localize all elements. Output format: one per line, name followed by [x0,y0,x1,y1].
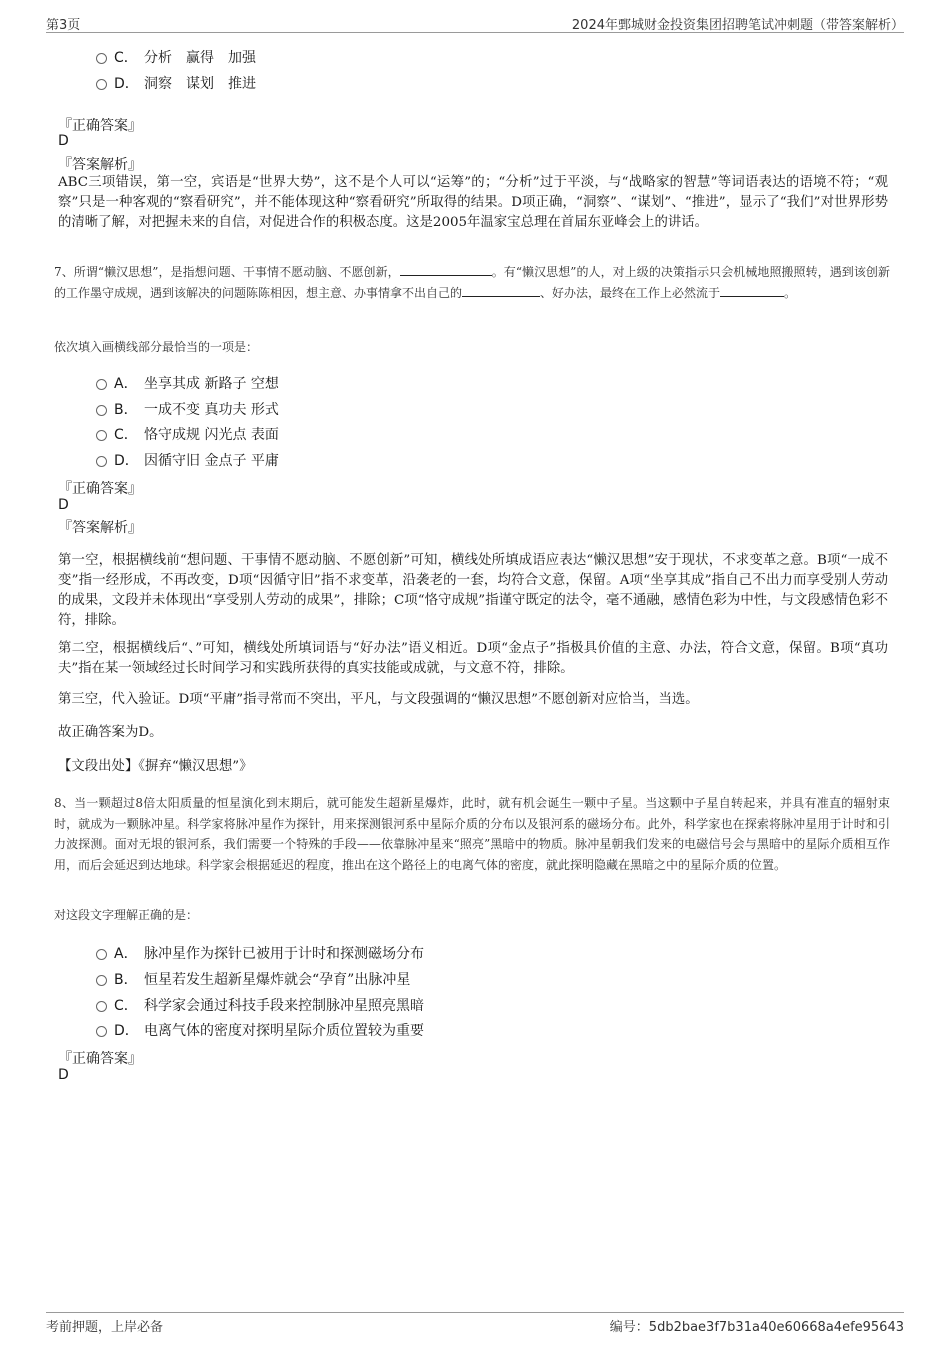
blank-3 [720,284,784,297]
q7-prompt: 依次填入画横线部分最恰当的一项是： [54,340,259,354]
option-letter: A． [114,376,138,392]
q7-analysis-paragraph-1: 第一空，根据横线前“想问题、干事情不愿动脑、不愿创新”可知，横线处所填成语应表达“懒汉思想”安于现状，不求变革之意。B项“一成不变”指一经形成，不再改变，D项“因循守旧”指不求变革，沿袭老的一套，均符合文意，保留。A项“坐享其成”指自己不出力而享受别人劳动的成果，文段并未体现出“享受别人劳动的成果”，排除；C项“恪守成规”指谨守既定的法令，毫不通融，感情色彩为中性，与文段感情色彩不符，排除。 [58,553,888,628]
document-id: 编号：5db2bae3f7b31a40e60668a4efe95643 [609,1320,904,1335]
page-header [46,14,904,33]
q6-answer: D [58,133,69,149]
q7-answer-label: 『正确答案』 [58,481,142,497]
page-footer [46,1312,904,1335]
q7-analysis-paragraph-3: 第三空，代入验证。D项“平庸”指寻常而不突出，平凡，与文段强调的“懒汉思想”不愿创新对应恰当，当选。 [58,692,699,707]
q8-prompt: 对这段文字理解正确的是： [54,908,199,922]
radio-icon[interactable] [96,53,107,64]
radio-icon[interactable] [96,1026,107,1037]
option-letter: A． [114,946,138,962]
radio-icon[interactable] [96,456,107,467]
q7-analysis-label: 『答案解析』 [58,520,142,536]
radio-icon[interactable] [96,379,107,390]
option-text: 恪守成规 闪光点 表面 [144,427,279,443]
option-text: 分析 赢得 加强 [144,50,256,66]
radio-icon[interactable] [96,975,107,986]
option-letter: D． [114,76,139,92]
option-text: 一成不变 真功夫 形式 [144,402,279,418]
blank-2 [462,284,540,297]
option-text: 坐享其成 新路子 空想 [144,376,279,392]
q7-source: 【文段出处】《摒弃“懒汉思想”》 [58,759,253,774]
option-text: 洞察 谋划 推进 [144,76,256,92]
q6-analysis-label: 『答案解析』 [58,157,142,173]
option-text: 恒星若发生超新星爆炸就会“孕育”出脉冲星 [144,972,411,988]
option-text: 电离气体的密度对探明星际介质位置较为重要 [144,1023,424,1039]
option-text: 科学家会通过科技手段来控制脉冲星照亮黑暗 [144,998,424,1014]
option-letter: C． [114,998,138,1014]
q8-answer: D [58,1067,69,1083]
q7-question: 7、所谓“懒汉思想”，是指想问题、干事情不愿动脑、不愿创新， 。有“懒汉思想”的人，对上级的决策指示只会机械地照搬照转，遇到该创新的工作墨守成规，遇到该解决的问题陈陈相因，想主意、办事情拿不出自己的 、好办法，最终在工作上必然流于 。 [54,265,890,300]
radio-icon[interactable] [96,430,107,441]
document-title: 2024年鄄城财金投资集团招聘笔试冲刺题（带答案解析） [571,18,904,33]
option-letter: C． [114,427,138,443]
blank-1 [400,263,492,276]
radio-icon[interactable] [96,79,107,90]
q8-question: 8、当一颗超过8倍太阳质量的恒星演化到末期后，就可能发生超新星爆炸，此时，就有机会诞生一颗中子星。当这颗中子星自转起来，并具有准直的辐射束时，就成为一颗脉冲星。科学家将脉冲星作为探针，用来探测银河系中星际介质的分布以及银河系的磁场分布。此外，科学家也在探索将脉冲星用于计时和引力波探测。面对无垠的银河系，我们需要一个特殊的手段——依靠脉冲星来“照亮”黑暗中的物质。脉冲星朝我们发来的电磁信号会与黑暗中的星际介质相互作用，而后会延迟到达地球。科学家会根据延迟的程度，推出在这个路径上的电离气体的密度，就此探明隐藏在黑暗之中的星际介质的位置。 [54,796,890,872]
q6-analysis: ABC三项错误，第一空，宾语是“世界大势”，这不是个人可以“运筹”的；“分析”过于平淡，与“战略家的智慧”等词语表达的语境不符；“观察”只是一种客观的“察看研究”，并不能体现这种“察看研究”所取得的结果。D项正确，“洞察”、“谋划”、“推进”，显示了“我们”对世界形势的清晰了解，对把握未来的自信，对促进合作的积极态度。这是2005年温家宝总理在首届东亚峰会上的讲话。 [58,175,888,230]
radio-icon[interactable] [96,949,107,960]
footer-slogan: 考前押题，上岸必备 [46,1320,164,1335]
page-number: 第3页 [46,18,81,33]
option-text: 脉冲星作为探针已被用于计时和探测磁场分布 [144,946,424,962]
option-letter: D． [114,453,139,469]
radio-icon[interactable] [96,1001,107,1012]
option-text: 因循守旧 金点子 平庸 [144,453,279,469]
radio-icon[interactable] [96,405,107,416]
q8-answer-label: 『正确答案』 [58,1051,142,1067]
q7-answer: D [58,497,69,513]
option-letter: B． [114,972,138,988]
option-letter: C． [114,50,138,66]
option-letter: D． [114,1023,139,1039]
q6-answer-label: 『正确答案』 [58,118,142,134]
q7-analysis-paragraph-2: 第二空，根据横线后“、”可知，横线处所填词语与“好办法”语义相近。D项“金点子”指极具价值的主意、办法，符合文意，保留。B项“真功夫”指在某一领域经过长时间学习和实践所获得的真实技能或成就，与文意不符，排除。 [58,641,888,676]
q7-analysis-paragraph-4: 故正确答案为D。 [58,725,163,740]
option-letter: B． [114,402,138,418]
